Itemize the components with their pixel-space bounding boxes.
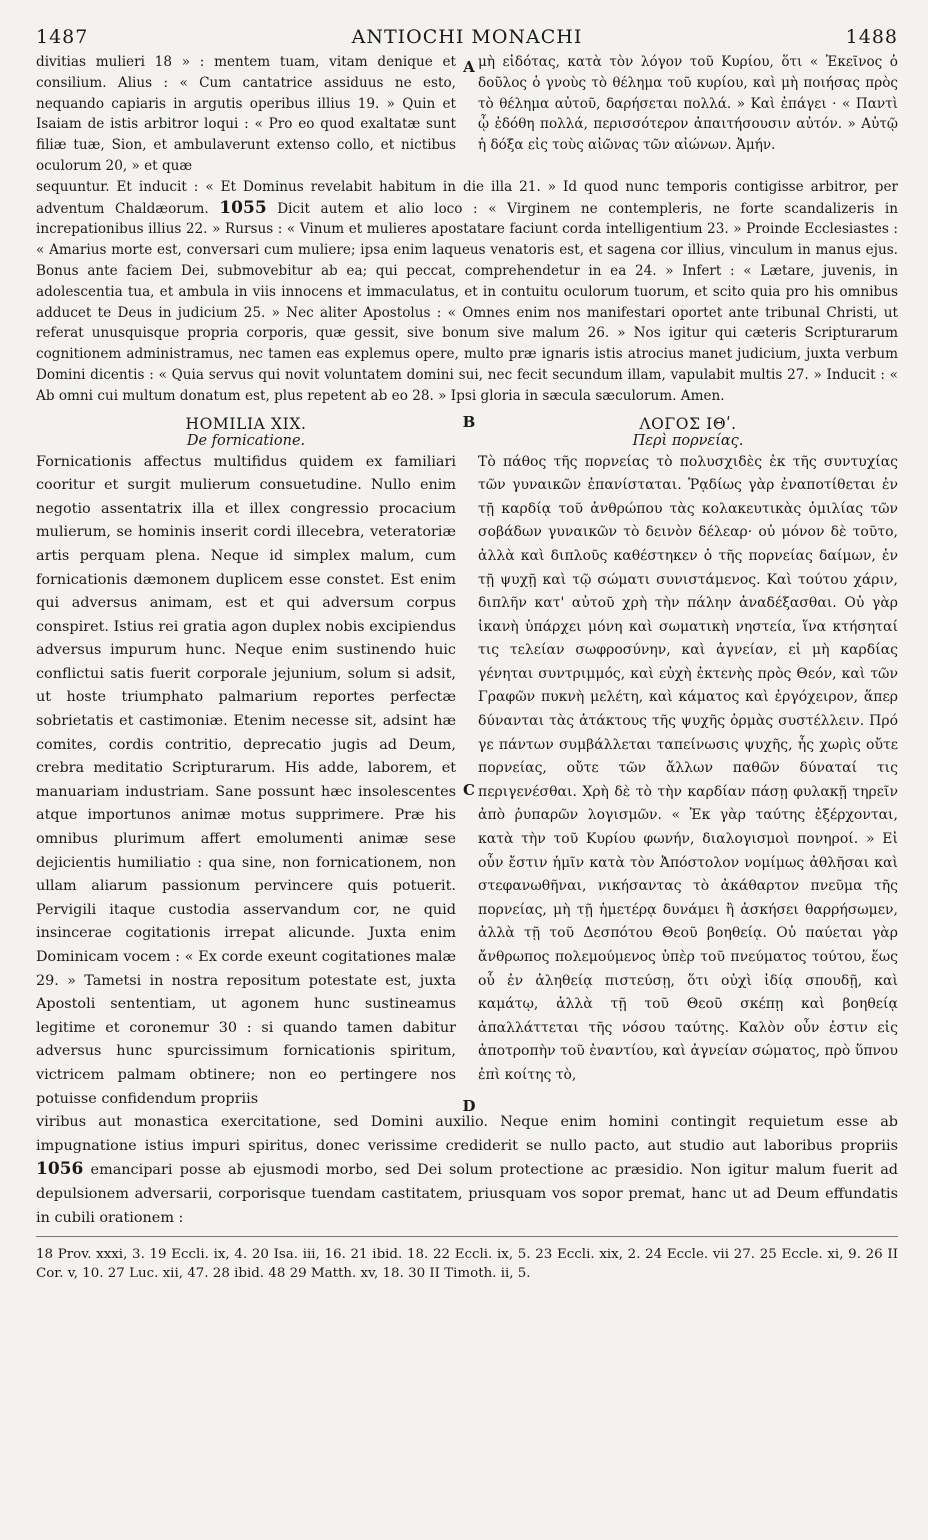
greek-column-homily (478, 451, 898, 1112)
full-text-bottom-before: viribus aut monastica exercitatione, sed Domini auxilio. Neque enim homini contingit requietum esse ab impugnatione istius impuri spiritus, donec verissime crediderit se nullo pacto, aut studio aut laboribus propriis (36, 1114, 898, 1154)
full-text-bottom-after: emancipari posse ab ejusmodi morbo, sed Dei solum protectione ac præsidio. Non igitur malum fuerit ad depulsionem adversarii, corporisque tuendam castitatem, priusquam vos sopor premat, hanc ut ad Deum effundatis in cubili orationem : (36, 1162, 898, 1226)
gutter-letter-b: B (462, 412, 476, 431)
page-number-right: 1488 (845, 26, 898, 48)
greek-homily-subtitle: Περὶ πορνείας. (632, 432, 744, 449)
column-marker-1055: 1055 (219, 197, 267, 218)
page-number-left: 1487 (36, 26, 89, 48)
greek-text-top: μὴ εἰδότας, κατὰ τὸν λόγον τοῦ Κυρίου, ὅτι « Ἐκεῖνος ὁ δοῦλος ὁ γνοὺς τὸ θέλημα τοῦ κυρίου, καὶ μὴ ποιήσας πρὸς τὸ θέλημα αὐτοῦ, δαρήσεται πολλά. » Καὶ ἐπάγει · « Παντὶ ᾧ ἐδόθη πολλά, περισσότερον ἀπαιτήσουσιν αὐτόν. » Αὐτῷ ἡ δόξα εἰς τοὺς αἰῶνας τῶν αἰώνων. Ἀμήν. (478, 54, 898, 154)
running-title: ANTIOCHI MONACHI (351, 26, 583, 48)
latin-text-top: divitias mulieri 18 » : mentem tuam, vitam denique et consilium. Alius : « Cum cantatrice assiduus ne esto, nequando capiaris in argutis operibus illius 19. » Quin et Isaiam de istis arbitror loqui : « Pro eo quod exaltatæ sunt filiæ tuæ, Sion, et ambulaverunt extenso collo, et nictibus oculorum 20, » et quæ (36, 54, 456, 174)
greek-homily-title: ΛΟΓΟΣ ΙΘʹ. (639, 414, 737, 433)
latin-homily-subtitle: De fornicatione. (186, 432, 306, 449)
homily-headings (36, 411, 898, 451)
page (36, 22, 898, 1522)
gutter-letter-c: C (463, 780, 475, 799)
greek-text-homily: Τὸ πάθος τῆς πορνείας τὸ πολυσχιδὲς ἐκ τῆς συντυχίας τῶν γυναικῶν ἐπανίσταται. Ῥᾳδίως γὰρ ἐναποτίθεται ἐν τῇ καρδίᾳ τοῦ ἀνθρώπου τὰς κολακευτικὰς ὁμιλίας τῶν σοβάδων γυναικῶν τὸ δεινὸν δέλεαρ· οὐ μόνον δὲ τοῦτο, ἀλλὰ καὶ διπλοῦς καθέστηκεν ὁ τῆς πορνείας δαίμων, ἐν τῇ ψυχῇ καὶ τῷ σώματι συνιστάμενος. Καὶ τούτου χάριν, διπλῆν κατ' αὐτοῦ χρὴ τὴν πάλην ἀναδέξασθαι. Οὐ γὰρ ἱκανὴ ὑπάρχει μόνη καὶ σωματικὴ νηστεία, ἵνα κτήσηταί τις τελείαν σωφροσύνην, καὶ ἁγνείαν, εἰ μὴ καρδίας γένηται συντριμμός, καὶ εὐχὴ ἐκτενὴς πρὸς Θεόν, καὶ τῶν Γραφῶν πυκνὴ μελέτη, καὶ κάματος καὶ ἐργόχειρον, ἅπερ δύνανται τὰς ἀτάκτους τῆς ψυχῆς ὁρμὰς συστέλλειν. Πρό γε πάντων συμβάλλεται ταπείνωσις ψυχῆς, ἧς χωρὶς οὔτε πορνείας, οὔτε τῶν ἄλλων παθῶν δύναταί τις περιγενέσθαι. Χρὴ δὲ τὸ τὴν καρδίαν πάσῃ φυλακῇ τηρεῖν ἀπὸ ῥυπαρῶν λογισμῶν. « Ἐκ γὰρ ταύτης ἐξέρχονται, κατὰ τὴν τοῦ Κυρίου φωνήν, διαλογισμοὶ πονηροί. » Εἰ οὖν ἔστιν ἡμῖν κατὰ τὸν Ἀπόστολον νομίμως ἀθλῆσαι καὶ στεφανωθῆναι, νικήσαντας τὸ ἀκάθαρτον πνεῦμα τῆς πορνείας, μὴ τῇ ἡμετέρᾳ δυνάμει ἢ ἀσκήσει θαρρήσωμεν, ἀλλὰ τῇ τοῦ Δεσπότου Θεοῦ βοηθείᾳ. Οὐ παύεται γὰρ ἄνθρωπος πολεμούμενος ὑπὲρ τοῦ πνεύματος τούτου, ἕως οὗ ἐν ἀληθείᾳ πιστεύσῃ, ὅτι οὐχὶ ἰδίᾳ σπουδῇ, καὶ καμάτῳ, ἀλλὰ τῇ τοῦ Θεοῦ σκέπῃ καὶ βοηθείᾳ ἀπαλλάττεται τῆς νόσου ταύτης. Καλὸν οὖν ἐστιν εἰς ἀποτροπὴν τοῦ ἐναντίου, καὶ ἁγνείαν σώματος, πρὸ ὕπνου ἐπὶ κοίτης τὸ, (478, 453, 898, 1083)
latin-homily-title: HOMILIA XIX. (185, 414, 307, 433)
latin-column-top (36, 52, 456, 177)
greek-column-top (478, 52, 898, 177)
footnotes: 18 Prov. xxxi, 3. 19 Eccli. ix, 4. 20 Isa. iii, 16. 21 ibid. 18. 22 Eccli. ix, 5. 23 Eccli. xix, 2. 24 Eccle. vii 27. 25 Eccle. xi, 9. 26 II Cor. v, 10. 27 Luc. xii, 47. 28 ibid. 48 29 Matth. xv, 18. 30 II Timoth. ii, 5. (36, 1247, 898, 1282)
full-width-text-top (36, 177, 898, 407)
full-text-top-before: sequuntur. Et inducit : « Et Dominus revelabit habitum in die illa 21. » Id quod nunc temporis contigisse arbitror, per adventum Chaldæorum. (36, 178, 898, 217)
homily-columns (36, 451, 898, 1115)
footnote-rule (36, 1236, 898, 1237)
latin-column-homily (36, 451, 456, 1112)
gutter-letter-a: A (463, 58, 475, 76)
top-columns (36, 52, 898, 177)
latin-text-homily: Fornicationis affectus multifidus quidem ex familiari cooritur et surgit mulierum consuetudine. Nullo enim negotio assentatrix illa et illex congressio procacium mulierum, se hominis inserit cordi illecebra, veteratoriæ artis perquam plena. Neque id simplex malum, cum fornicationis dæmonem duplicem esse constet. Est enim qui adversus animam, est et qui adversum corpus conspiret. Istius rei gratia agon duplex nobis excipiendus adversus impurum hunc. Neque enim sustinendo huic conflictui satis fuerit corporale jejunium, solum si adsit, ut hoste triumphato palmarium reportes perfectæ sobrietatis et castimoniæ. Etenim necesse sit, adsint hæ comites, cordis contritio, deprecatio jugis ad Deum, crebra meditatio Scripturarum. His adde, laborem, et manuariam industriam. Sane possunt hæc insolescentes atque importunos animæ motus supprimere. Præ his omnibus plurimum affert emolumenti animæ sese dejicientis humiliatio : qua sine, non fornicationem, non ullam aliarum passionum pervincere quis potuerit. Pervigili itaque custodia asservandum cor, ne quid insincerae cogitationis irrepat alicunde. Juxta enim Dominicam vocem : « Ex corde exeunt cogitationes malæ 29. » Tametsi in nostra repositum potestate est, juxta Apostoli sententiam, ut agonem hunc sustineamus legitime et coronemur 30 : si quando tamen dabitur adversus hunc spurcissimum fornicationis spiritum, victricem palmam obtinere; non eo pertingere nos potuisse confidendum propriis (36, 453, 456, 1107)
full-text-top-after: Dicit autem et alio loco : « Virginem ne contempleris, ne forte scandalizeris in increpationibus illius 22. » Rursus : « Vinum et mulieres apostatare faciunt corda intelligentium 23. » Proinde Ecclesiastes : « Amarius morte est, conversari cum muliere; ipsa enim laqueus venatoris est, et sagena cor illius, vinculum in manus ejus. Bonus ante faciem Dei, submovebitur ab ea; qui peccat, comprehendetur in ea 24. » Infert : « Lætare, juvenis, in adolescentia tua, et ambula in viis innocens et immaculatus, et in contuitu oculorum tuorum, et scito quia pro his omnibus adducet te Deus in judicium 25. » Nec aliter Apostolus : « Omnes enim nos manifestari oportet ante tribunal Christi, ut referat unusquisque propria corporis, quæ gessit, sive bonum sive malum 26. » Nos igitur qui cæteris Scripturarum cognitionem administramus, nec tamen eas explemus opere, multo præ ignaris istis atrocius manet judicium, juxta verbum Domini dicentis : « Quia servus qui novit voluntatem domini sui, nec fecit secundum illam, vapulabit multis 27. » Inducit : « Ab omni cui multum donatum est, plus repetent ab eo 28. » Ipsi gloria in sæcula sæculorum. Amen. (36, 200, 898, 404)
page-header (36, 22, 898, 52)
full-width-text-bottom (36, 1111, 898, 1230)
gutter-letter-d: D (462, 1096, 476, 1115)
column-marker-1056: 1056 (36, 1159, 84, 1180)
